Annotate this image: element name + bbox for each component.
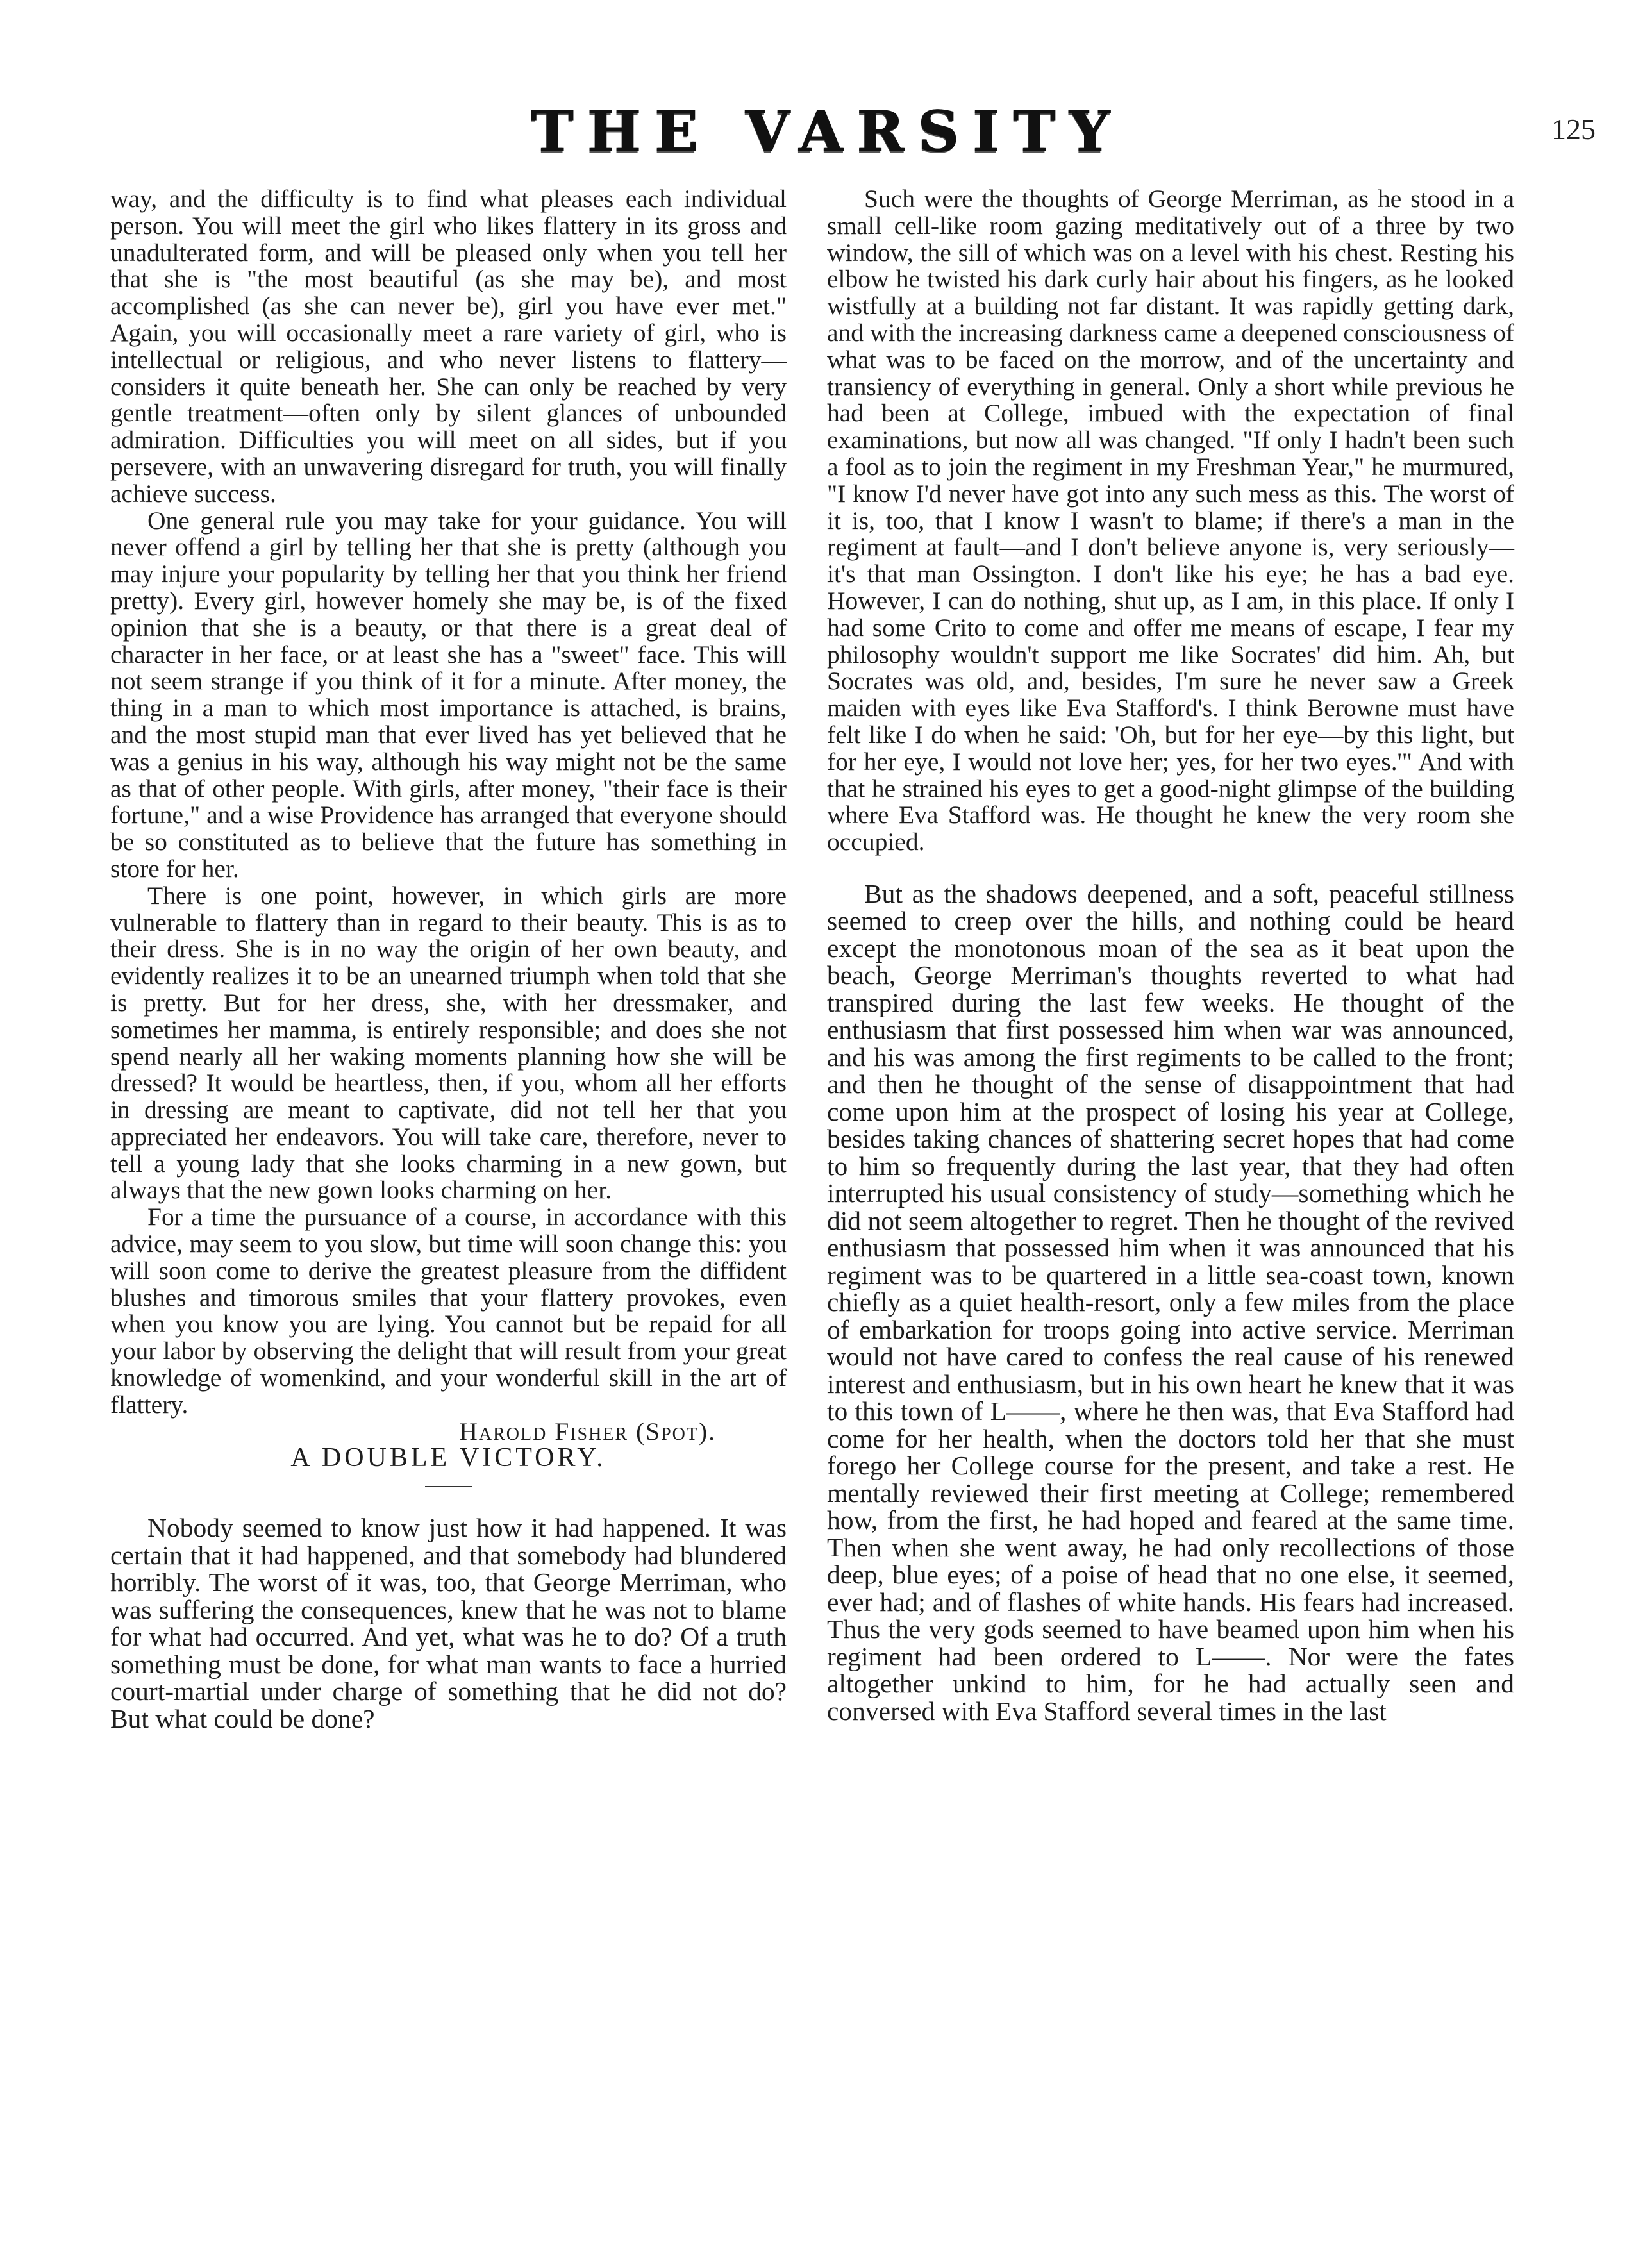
masthead xyxy=(0,96,1652,167)
paragraph-flattery-2: One general rule you may take for your guidance. You will never offend a girl by telling her that she is pretty (although you may injure your popularity by telling her that you think her friend pretty). Every girl, however homely she may be, is of the fixed opinion that she is a beauty, or that there is a great deal of character in her face, or at least she has a "sweet" face. This will not seem strange if you think of it for a minute. After money, the thing in a man to which most importance is attached, is brains, and the most stupid man that ever lived has yet believed that he was a genius in his way, although his way might not be the same as that of other people. With girls, after money, "their face is their fortune," and a wise Providence has arranged that everyone should be so constituted as to believe that the future has something in store for her. xyxy=(110,506,787,883)
paragraph-story-reflection: But as the shadows deepened, and a soft, peaceful stillness seemed to creep over the hills, and nothing could be heard except the monotonous moan of the sea as it beat upon the beach, George Merriman's thoughts reverted to what had transpired during the last few weeks. He thought of the enthusiasm that first possessed him when war was announced, and his was among the first regiments to be called to the front; and then he thought of the sense of disappointment that had come upon him at the prospect of losing his year at College, besides taking chances of shattering secret hopes that had come to him so frequently during the last year, that they had often interrupted his usual consistency of study—something which he did not seem altogether to regret. Then he thought of the revived enthusiasm that possessed him when it was announced that his regiment was to be quartered in a little sea-coast town, known chiefly as a quiet health-resort, only a few miles from the place of embarkation for troops going into active service. Merriman would not have cared to confess the real cause of his renewed interest and enthusiasm, but in his own heart he knew that it was to this town of L——, where he then was, that Eva Stafford had come for her health, when the doctors told her that she must forego her College course for the present, and take a rest. He mentally reviewed their first meeting at College; remembered how, from the first, he had hoped and feared at the same time. Then when she went away, he had only recollections of those deep, blue eyes; of a poise of head that no one else, it seemed, ever had; and of flashes of white hands. His fears had increased. Thus the very gods seemed to have beamed upon him when his regiment had been ordered to L——. Nor were the fates altogether unkind to him, for he had actually seen and conversed with Eva Stafford several times in the last xyxy=(827,878,1514,1726)
page-number: 125 xyxy=(1551,113,1596,146)
article-title: A DOUBLE VICTORY. xyxy=(290,1443,606,1473)
title-divider xyxy=(425,1486,472,1487)
paragraph-flattery-4: For a time the pursuance of a course, in accordance with this advice, may seem to you slow, but time will soon change this: you will soon come to derive the greatest pleasure from the diffident blushes and timorous smiles that your flattery provokes, even when you know you are lying. You cannot but be repaid for all your labor by observing the delight that will result from your great knowledge of womenkind, and your wonderful skill in the art of flattery. xyxy=(110,1203,787,1419)
paragraph-story-thoughts: Such were the thoughts of George Merriman, as he stood in a small cell-like room gazing meditatively out of a three by two window, the sill of which was on a level with his chest. Resting his elbow he twisted his dark curly hair about his fingers, as he looked wistfully at a building not far distant. It was rapidly getting dark, and with the increasing darkness came a deepened consciousness of what was to be faced on the morrow, and of the uncertainty and transiency of everything in general. Only a short while previous he had been at College, imbued with the expectation of final examinations, but now all was changed. "If only I hadn't been such a fool as to join the regiment in my Freshman Year," he murmured, "I know I'd never have got into any such mess as this. The worst of it is, too, that I know I wasn't to blame; if there's a man in the regiment at fault—and I don't believe anyone is, very seriously—it's that man Ossington. I don't like his eye; he has a bad eye. However, I can do nothing, shut up, as I am, in this place. If only I had some Crito to come and offer me means of escape, I fear my philosophy wouldn't support me like Socrates' did him. Ah, but Socrates was old, and, besides, I'm sure he never saw a Greek maiden with eyes like Eva Stafford's. I think Berowne must have felt like I do when he said: 'Oh, but for her eye—by this light, but for her eye, I would not love her; yes, for her two eyes.'" And with that he strained his eyes to get a good-night glimpse of the building where Eva Stafford was. He thought he knew the very room she occupied. xyxy=(827,185,1514,856)
paragraph-story-opening: Nobody seemed to know just how it had happened. It was certain that it had happened, and that somebody had blundered horribly. The worst of it was, too, that George Merriman, who was suffering the consequences, knew that he was not to blame for what had occurred. And yet, what was he to do? Of a truth something must be done, for what man wants to face a hurried court-martial under charge of something that he did not do? But what could be done? xyxy=(110,1513,787,1733)
author-signature: Harold Fisher (Spot). xyxy=(459,1417,716,1446)
publication-title: THE VARSITY xyxy=(530,98,1124,165)
paragraph-flattery-3: There is one point, however, in which girls are more vulnerable to flattery than in regard to their beauty. This is as to their dress. She is in no way the origin of her own beauty, and evidently realizes it to be an unearned triumph when told that she is pretty. But for her dress, she, with her dressmaker, and sometimes her mamma, is entirely responsible; and does she not spend nearly all her waking moments planning how she will be dressed? It would be heartless, then, if you, whom all her efforts in dressing are meant to captivate, did not tell her that you appreciated her endeavors. You will take care, therefore, never to tell a young lady that she looks charming in a new gown, but always that the new gown looks charming on her. xyxy=(110,881,787,1205)
paragraph-flattery-1: way, and the difficulty is to find what pleases each individual person. You will meet the girl who likes flattery in its gross and unadulterated form, and will be pleased only when you tell her that she is "the most beautiful (as she may be), and most accomplished (as she can never be), girl you have ever met." Again, you will occasionally meet a rare variety of girl, who is intellectual or religious, and who never listens to flattery—considers it quite beneath her. She can only be reached by very gentle treatment—often only by silent glances of unbounded admiration. Difficulties you will meet on all sides, but if you persevere, with an unwavering disregard for truth, you will finally achieve success. xyxy=(110,185,787,508)
left-column xyxy=(110,186,787,1732)
right-column xyxy=(827,186,1514,1724)
